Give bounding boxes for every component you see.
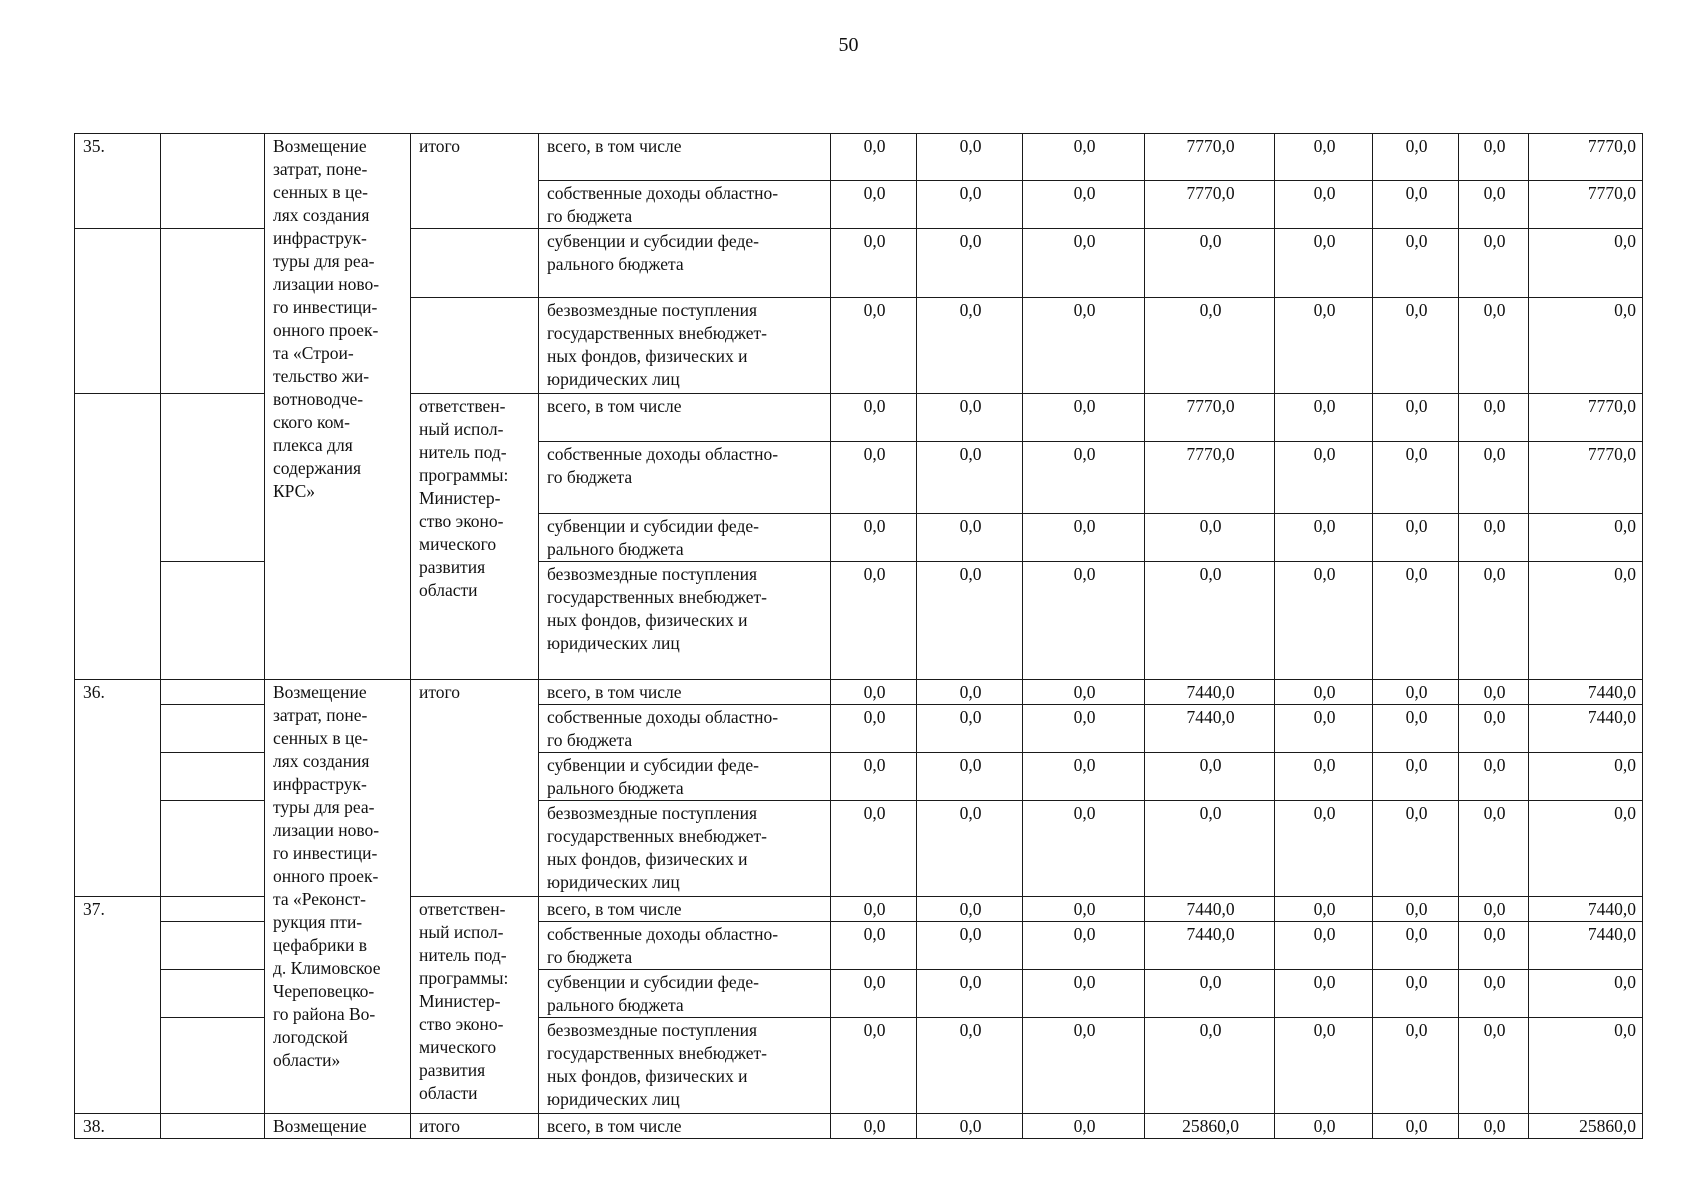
value-cell: 0,0 [1275,801,1373,897]
value-cell: 0,0 [1275,680,1373,705]
executor-cell: итого [411,1114,539,1139]
executor-cell: ответствен- ный испол- нитель под- программы: Министер- ство эконо- мического развития области [411,394,539,680]
value-cell: 0,0 [1275,562,1373,680]
value-cell: 0,0 [1275,134,1373,181]
value-cell: 0,0 [831,897,917,922]
value-cell: 0,0 [1275,1114,1373,1139]
executor-cell: ответствен- ный испол- нитель под- программы: Министер- ство эконо- мического развития области [411,897,539,1114]
funding-source: безвозмездные поступления государственных внебюджет- ных фондов, физических и юридических лиц [539,801,831,897]
value-cell: 0,0 [1373,801,1459,897]
value-cell: 0,0 [831,970,917,1018]
code-cell [161,229,265,394]
value-cell: 0,0 [831,680,917,705]
funding-source: безвозмездные поступления государственных внебюджет- ных фондов, физических и юридических лиц [539,298,831,394]
value-cell: 0,0 [831,562,917,680]
value-cell: 0,0 [1023,680,1145,705]
value-cell: 0,0 [1529,298,1643,394]
value-cell: 0,0 [1459,298,1529,394]
funding-source: субвенции и субсидии феде- рального бюджета [539,753,831,801]
value-cell: 0,0 [917,705,1023,753]
value-cell: 0,0 [917,134,1023,181]
value-cell: 0,0 [1373,922,1459,970]
value-cell: 0,0 [1023,229,1145,298]
item-number: 38. [75,1114,161,1139]
value-cell: 0,0 [1373,562,1459,680]
value-cell: 0,0 [1145,298,1275,394]
value-cell: 0,0 [1459,801,1529,897]
value-cell: 0,0 [1373,680,1459,705]
code-cell [161,897,265,922]
value-cell: 0,0 [1275,922,1373,970]
number-cell [75,394,161,680]
funding-source: всего, в том числе [539,680,831,705]
executor-cell [411,229,539,298]
value-cell: 0,0 [1459,442,1529,514]
code-cell [161,562,265,680]
value-cell: 0,0 [917,442,1023,514]
value-cell: 0,0 [1373,1018,1459,1114]
value-cell: 0,0 [831,801,917,897]
value-cell: 0,0 [831,1114,917,1139]
value-cell: 7770,0 [1529,394,1643,442]
value-cell: 25860,0 [1529,1114,1643,1139]
value-cell: 0,0 [1275,442,1373,514]
funding-source: субвенции и субсидии феде- рального бюджета [539,970,831,1018]
funding-source: всего, в том числе [539,1114,831,1139]
value-cell: 0,0 [1529,562,1643,680]
code-cell [161,970,265,1018]
value-cell: 0,0 [1459,922,1529,970]
value-cell: 0,0 [1459,1018,1529,1114]
funding-source: безвозмездные поступления государственных внебюджет- ных фондов, физических и юридических лиц [539,1018,831,1114]
value-cell: 0,0 [917,1018,1023,1114]
value-cell: 0,0 [1459,562,1529,680]
code-cell [161,1018,265,1114]
value-cell: 0,0 [1373,1114,1459,1139]
value-cell: 0,0 [1275,181,1373,229]
value-cell: 0,0 [1275,394,1373,442]
value-cell: 0,0 [917,1114,1023,1139]
value-cell: 7770,0 [1529,442,1643,514]
value-cell: 0,0 [1459,705,1529,753]
funding-source: всего, в том числе [539,897,831,922]
number-cell [75,229,161,394]
value-cell: 0,0 [1023,753,1145,801]
value-cell: 0,0 [917,753,1023,801]
value-cell: 0,0 [917,922,1023,970]
item-title: Возмещение затрат, поне- сенных в це- лях создания инфраструк- туры для реа- лизации ново- го инвестици- онного проек- та «Строи- тельство жи- вотноводче- ского ком- плекса для содержания КРС» [265,134,411,680]
value-cell: 0,0 [1023,1018,1145,1114]
value-cell: 7440,0 [1529,705,1643,753]
value-cell: 0,0 [1373,442,1459,514]
value-cell: 0,0 [831,922,917,970]
code-cell [161,680,265,705]
value-cell: 0,0 [1023,1114,1145,1139]
value-cell: 0,0 [1373,514,1459,562]
value-cell: 0,0 [831,1018,917,1114]
executor-cell: итого [411,680,539,897]
code-cell [161,705,265,753]
value-cell: 0,0 [831,705,917,753]
value-cell: 0,0 [1373,298,1459,394]
value-cell: 0,0 [1459,680,1529,705]
value-cell: 0,0 [1023,134,1145,181]
value-cell: 0,0 [1145,562,1275,680]
code-cell [161,1114,265,1139]
value-cell: 0,0 [1373,394,1459,442]
value-cell: 7770,0 [1145,181,1275,229]
value-cell: 0,0 [831,753,917,801]
funding-source: безвозмездные поступления государственных внебюджет- ных фондов, физических и юридических лиц [539,562,831,680]
funding-source: субвенции и субсидии феде- рального бюджета [539,514,831,562]
value-cell: 0,0 [1275,970,1373,1018]
value-cell: 0,0 [1459,753,1529,801]
value-cell: 0,0 [1023,442,1145,514]
value-cell: 0,0 [1373,181,1459,229]
table-row [75,680,1643,705]
value-cell: 0,0 [917,801,1023,897]
value-cell: 0,0 [1373,134,1459,181]
value-cell: 0,0 [917,970,1023,1018]
value-cell: 7770,0 [1145,134,1275,181]
value-cell: 0,0 [1529,970,1643,1018]
value-cell: 0,0 [1023,514,1145,562]
value-cell: 0,0 [1023,394,1145,442]
value-cell: 0,0 [917,298,1023,394]
code-cell [161,134,265,229]
funding-source: собственные доходы областно- го бюджета [539,705,831,753]
value-cell: 0,0 [1023,897,1145,922]
value-cell: 0,0 [1529,1018,1643,1114]
value-cell: 0,0 [1373,897,1459,922]
value-cell: 0,0 [1373,753,1459,801]
value-cell: 0,0 [1459,134,1529,181]
value-cell: 0,0 [1459,229,1529,298]
item-number: 37. [75,897,161,1114]
funding-source: собственные доходы областно- го бюджета [539,442,831,514]
value-cell: 0,0 [917,181,1023,229]
executor-cell [411,298,539,394]
value-cell: 0,0 [1023,181,1145,229]
funding-source: всего, в том числе [539,394,831,442]
value-cell: 0,0 [1529,753,1643,801]
value-cell: 0,0 [1459,897,1529,922]
value-cell: 0,0 [1529,229,1643,298]
value-cell: 0,0 [831,134,917,181]
value-cell: 0,0 [1145,514,1275,562]
value-cell: 0,0 [917,562,1023,680]
value-cell: 7440,0 [1529,897,1643,922]
value-cell: 0,0 [1459,1114,1529,1139]
value-cell: 0,0 [917,514,1023,562]
value-cell: 0,0 [917,680,1023,705]
value-cell: 7770,0 [1529,134,1643,181]
value-cell: 0,0 [1145,801,1275,897]
value-cell: 0,0 [917,394,1023,442]
value-cell: 7770,0 [1145,394,1275,442]
value-cell: 0,0 [831,442,917,514]
value-cell: 0,0 [831,181,917,229]
code-cell [161,801,265,897]
value-cell: 7440,0 [1145,922,1275,970]
value-cell: 0,0 [831,298,917,394]
value-cell: 0,0 [1023,298,1145,394]
funding-source: собственные доходы областно- го бюджета [539,181,831,229]
table-row [75,134,1643,181]
table-row [75,1114,1643,1139]
executor-cell: итого [411,134,539,229]
value-cell: 0,0 [1459,181,1529,229]
value-cell: 0,0 [831,514,917,562]
value-cell: 0,0 [1145,753,1275,801]
value-cell: 0,0 [1275,705,1373,753]
item-title: Возмещение затрат, поне- сенных в це- лях создания инфраструк- туры для реа- лизации ново- го инвестици- онного проек- та «Реконст- рукция пти- цефабрики в д. Климовское Череповецко- го района Во- логодской области» [265,680,411,1114]
value-cell: 0,0 [1459,394,1529,442]
value-cell: 0,0 [1459,514,1529,562]
item-title: Возмещение [265,1114,411,1139]
value-cell: 0,0 [1529,801,1643,897]
value-cell: 0,0 [1145,229,1275,298]
item-number: 36. [75,680,161,897]
code-cell [161,394,265,562]
value-cell: 7440,0 [1529,680,1643,705]
value-cell: 0,0 [1275,514,1373,562]
funding-source: всего, в том числе [539,134,831,181]
value-cell: 0,0 [1275,298,1373,394]
value-cell: 7770,0 [1145,442,1275,514]
value-cell: 0,0 [1023,922,1145,970]
page-number: 50 [838,34,859,56]
value-cell: 7440,0 [1529,922,1643,970]
value-cell: 25860,0 [1145,1114,1275,1139]
value-cell: 0,0 [831,229,917,298]
funding-source: субвенции и субсидии феде- рального бюджета [539,229,831,298]
value-cell: 0,0 [1373,229,1459,298]
value-cell: 0,0 [917,897,1023,922]
value-cell: 7440,0 [1145,680,1275,705]
value-cell: 7770,0 [1529,181,1643,229]
value-cell: 7440,0 [1145,897,1275,922]
value-cell: 0,0 [917,229,1023,298]
value-cell: 0,0 [1529,514,1643,562]
code-cell [161,753,265,801]
value-cell: 0,0 [1023,970,1145,1018]
value-cell: 0,0 [1373,705,1459,753]
budget-table [74,133,1643,1139]
funding-source: собственные доходы областно- го бюджета [539,922,831,970]
code-cell [161,922,265,970]
value-cell: 0,0 [1275,1018,1373,1114]
value-cell: 0,0 [1459,970,1529,1018]
value-cell: 7440,0 [1145,705,1275,753]
value-cell: 0,0 [1145,1018,1275,1114]
value-cell: 0,0 [1023,562,1145,680]
value-cell: 0,0 [1373,970,1459,1018]
value-cell: 0,0 [1145,970,1275,1018]
value-cell: 0,0 [831,394,917,442]
item-number: 35. [75,134,161,229]
value-cell: 0,0 [1023,801,1145,897]
value-cell: 0,0 [1275,897,1373,922]
value-cell: 0,0 [1275,753,1373,801]
value-cell: 0,0 [1023,705,1145,753]
value-cell: 0,0 [1275,229,1373,298]
